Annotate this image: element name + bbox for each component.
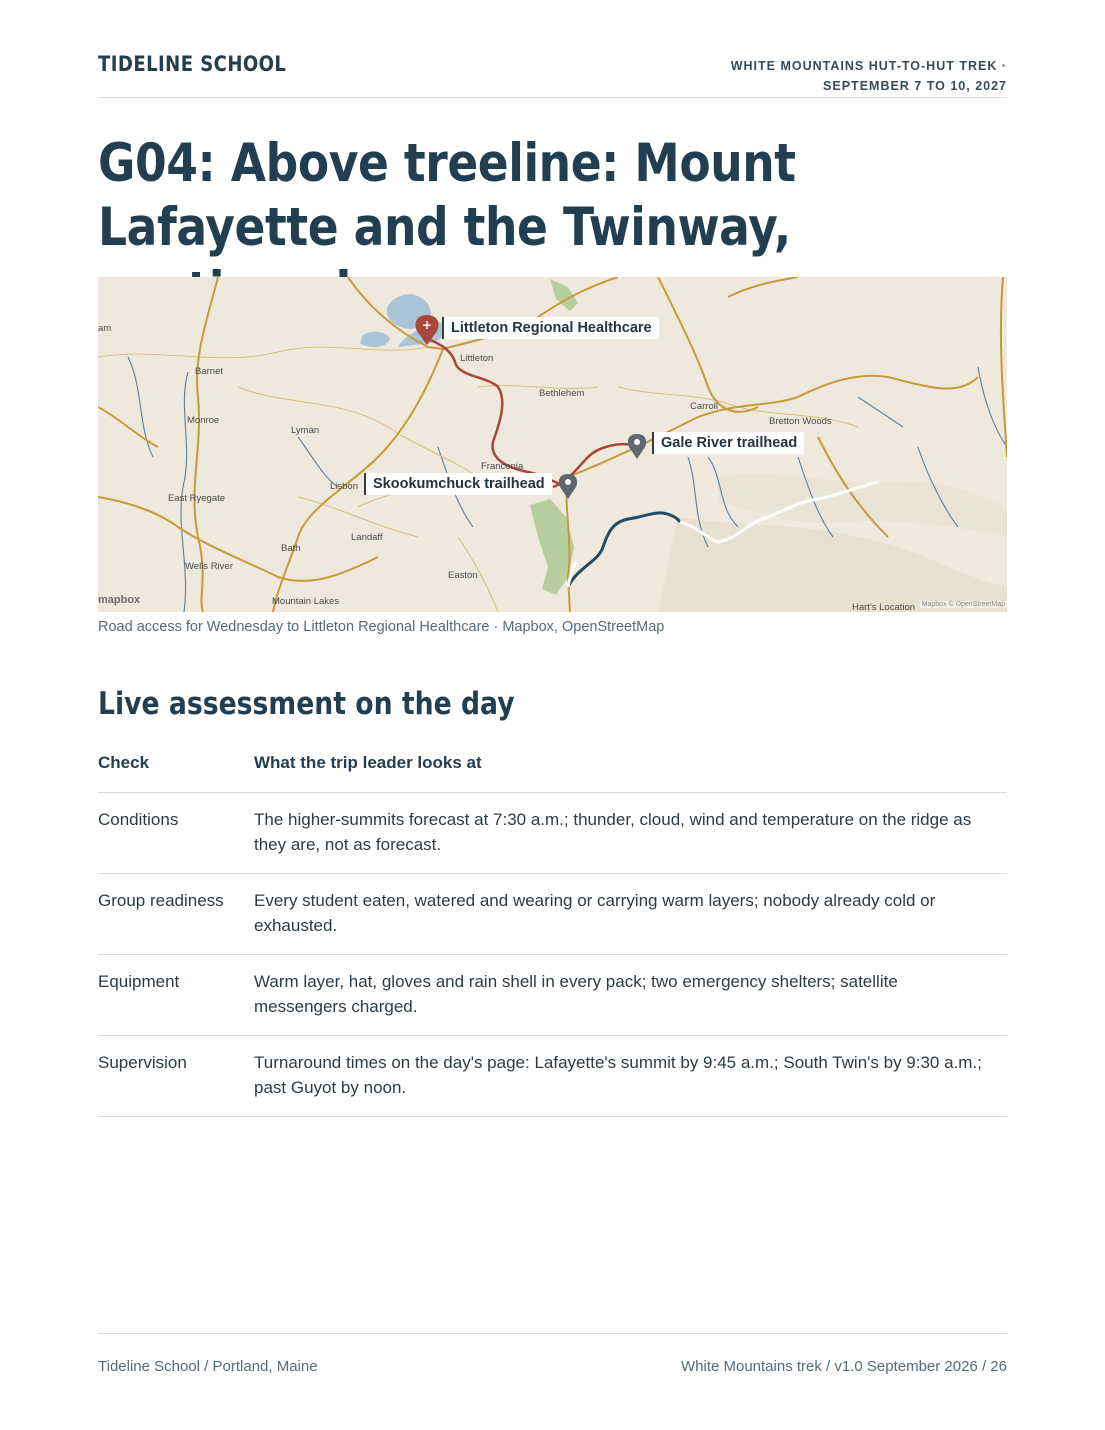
lake-shape: [360, 332, 390, 347]
place-label: Hart's Location: [852, 602, 916, 612]
svg-text:+: +: [421, 318, 433, 332]
terrain-shade: [658, 517, 1007, 612]
place-label: Littleton: [460, 353, 494, 364]
trip-line-2: SEPTEMBER 7 TO 10, 2027: [823, 79, 1007, 93]
page-header: [98, 50, 1007, 98]
trip-line-1: WHITE MOUNTAINS HUT-TO-HUT TREK ·: [730, 59, 1007, 73]
cell-look: Every student eaten, watered and wearing or carrying warm layers; nobody already cold or exhausted.: [254, 891, 936, 935]
place-label: East Ryegate: [168, 493, 226, 504]
gale-marker: [628, 434, 646, 459]
place-label: Carroll: [690, 401, 718, 412]
place-label: Bethlehem: [539, 388, 585, 399]
place-label: Lyman: [291, 425, 320, 436]
col-header-look: What the trip leader looks at: [254, 753, 482, 772]
cell-look: Turnaround times on the day's page: Lafayette's summit by 9:45 a.m.; South Twin's by 9:30 a.m.; past Guyot by noon.: [254, 1053, 982, 1097]
place-label: Lisbon: [330, 481, 358, 492]
cell-look: The higher-summits forecast at 7:30 a.m.; thunder, cloud, wind and temperature on the ridge as they are, not as forecast.: [254, 810, 972, 854]
hospital-callout: Littleton Regional Healthcare: [442, 317, 659, 339]
table-row: [98, 793, 1007, 874]
page-title: G04: Above treeline: Mount Lafayette and the Twinway,: [98, 133, 796, 258]
page: [98, 0, 1007, 1430]
school-brand: TIDELINE SCHOOL: [98, 52, 287, 76]
route-map[interactable]: [98, 277, 1007, 612]
footer-left: Tideline School / Portland, Maine: [98, 1358, 318, 1375]
place-label: Landaff: [351, 532, 383, 543]
place-label: Easton: [448, 570, 478, 581]
cell-check: Equipment: [98, 972, 180, 991]
place-label: Bretton Woods: [769, 416, 832, 427]
cell-check: Group readiness: [98, 891, 224, 910]
skook-marker: [559, 474, 577, 499]
table-header: [98, 745, 1007, 793]
table-row: [98, 955, 1007, 1036]
col-header-check: Check: [98, 753, 150, 772]
mapbox-logo[interactable]: mapbox: [98, 594, 141, 606]
assessment-table: [98, 745, 1007, 1117]
table-row: [98, 874, 1007, 955]
section-title: Live assessment on the day: [98, 686, 515, 722]
place-label: Monroe: [187, 415, 220, 426]
trip-info: [731, 56, 1007, 96]
map-attribution[interactable]: Mapbox © OpenStreetMap: [921, 601, 1005, 608]
place-label: am: [98, 323, 112, 334]
place-label: Mountain Lakes: [272, 596, 340, 607]
cell-look: Warm layer, hat, gloves and rain shell in every pack; two emergency shelters; satellite messengers charged.: [254, 972, 898, 1016]
place-label: Bath: [281, 543, 301, 554]
skook-callout: Skookumchuck trailhead: [364, 473, 552, 495]
trail-done: [568, 513, 680, 587]
cell-check: Supervision: [98, 1053, 187, 1072]
place-label: Franconia: [481, 461, 524, 472]
map-caption: Road access for Wednesday to Littleton Regional Healthcare · Mapbox, OpenStreetMap: [98, 619, 665, 635]
table-row: [98, 1036, 1007, 1117]
gale-callout: Gale River trailhead: [652, 432, 804, 454]
footer-right: White Mountains trek / v1.0 September 2026 / 26: [680, 1358, 1007, 1375]
place-label: Barnet: [195, 366, 223, 377]
cell-check: Conditions: [98, 810, 179, 829]
page-footer: [98, 1333, 1007, 1375]
place-label: Wells River: [185, 561, 233, 572]
